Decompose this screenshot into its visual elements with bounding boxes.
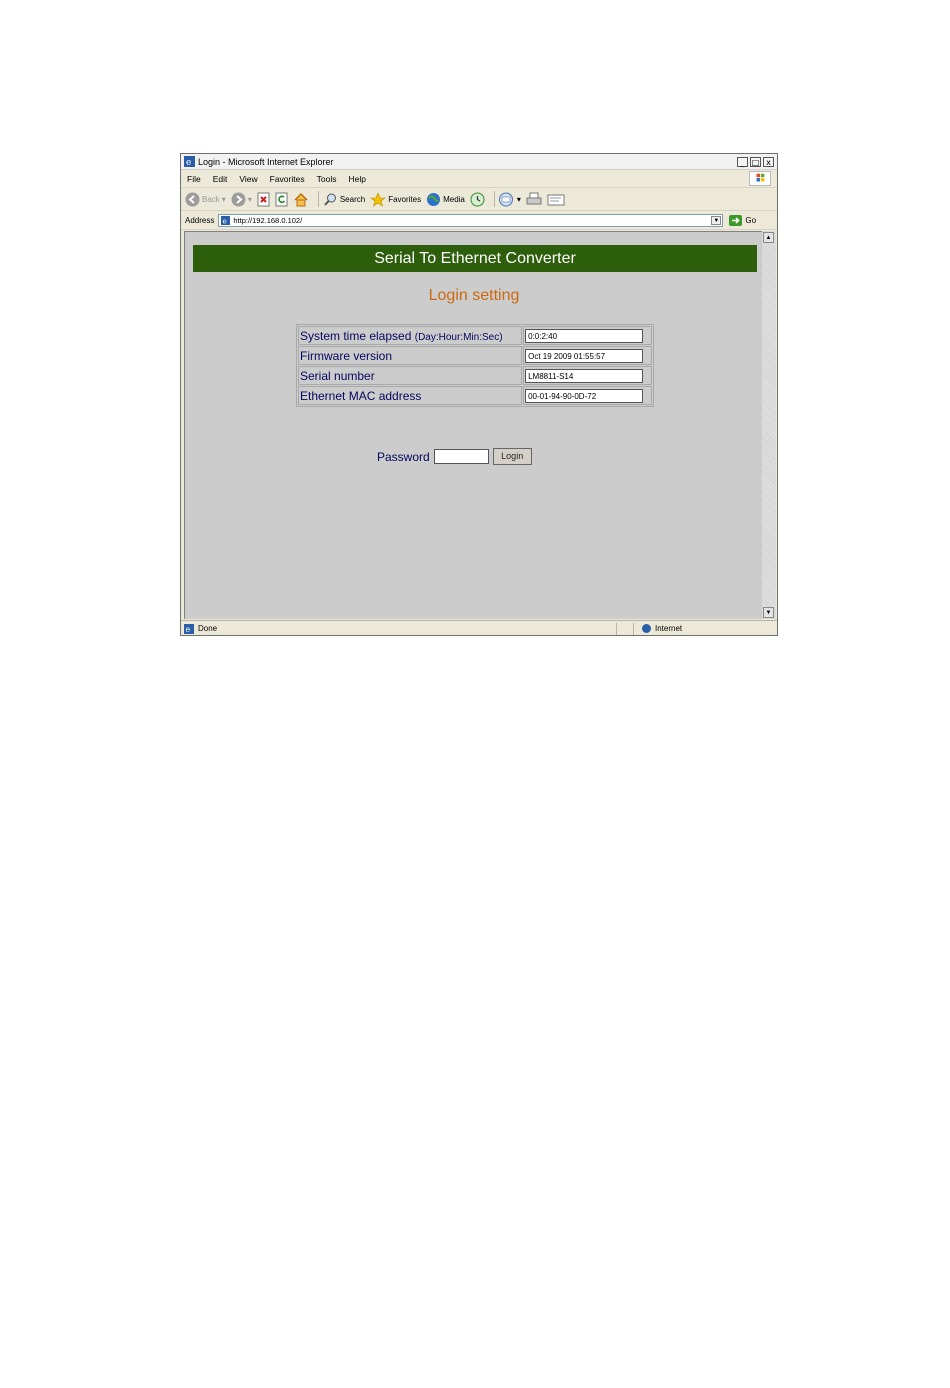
- page-icon: [221, 216, 230, 225]
- printer-icon: [526, 192, 542, 207]
- zone-text: Internet: [655, 624, 683, 633]
- vertical-scrollbar[interactable]: [762, 231, 776, 619]
- menu-help[interactable]: Help: [348, 173, 366, 184]
- password-label: Password: [377, 449, 430, 464]
- window-title: Login - Microsoft Internet Explorer: [198, 156, 334, 167]
- go-label: Go: [745, 215, 757, 225]
- title-bar: [181, 154, 777, 170]
- row-value: [523, 326, 652, 345]
- edit-page-icon: [547, 192, 565, 207]
- maximize-button[interactable]: □: [751, 157, 760, 167]
- status-separator: [633, 623, 634, 635]
- svg-text:e: e: [186, 158, 192, 167]
- menu-favorites[interactable]: Favorites: [269, 173, 305, 184]
- row-value: [523, 346, 652, 365]
- search-label: Search: [339, 194, 366, 204]
- svg-text:e: e: [222, 217, 228, 225]
- back-label: Back: [202, 194, 220, 204]
- close-button[interactable]: x: [763, 157, 774, 167]
- row-value: [523, 366, 652, 385]
- menu-view[interactable]: View: [239, 173, 258, 184]
- print-button[interactable]: [526, 192, 542, 207]
- table-row: [298, 366, 652, 385]
- status-text: Done: [198, 624, 218, 633]
- media-button[interactable]: [426, 192, 465, 207]
- forward-button[interactable]: [231, 192, 252, 207]
- scroll-up-icon[interactable]: ▲: [763, 232, 774, 243]
- back-button[interactable]: [185, 192, 226, 207]
- media-globe-icon: [426, 192, 441, 207]
- go-button[interactable]: [729, 215, 756, 226]
- internet-globe-icon: [642, 624, 651, 633]
- media-label: Media: [443, 194, 465, 204]
- serial-number-field: LM8811-S14: [525, 369, 643, 383]
- mac-address-label: Ethernet MAC address: [298, 386, 522, 405]
- favorites-label: Favorites: [388, 194, 422, 204]
- chevron-down-icon: ▾: [516, 194, 521, 204]
- status-separator: [616, 623, 617, 635]
- page-banner: Serial To Ethernet Converter: [193, 245, 757, 272]
- history-button[interactable]: [470, 192, 485, 207]
- toolbar-separator: [494, 191, 495, 207]
- home-icon: [293, 192, 309, 207]
- system-time-hint: (Day:Hour:Min:Sec): [414, 331, 503, 343]
- browser-window: [180, 153, 778, 636]
- security-zone: [642, 624, 682, 633]
- row-value: [523, 386, 652, 405]
- refresh-button[interactable]: [275, 192, 288, 207]
- home-button[interactable]: [293, 192, 309, 207]
- standard-toolbar: [181, 188, 777, 211]
- firmware-version-field: Oct 19 2009 01:55:57: [525, 349, 643, 363]
- password-input[interactable]: [434, 449, 489, 464]
- chevron-down-icon: ▾: [221, 194, 226, 204]
- history-icon: [470, 192, 485, 207]
- firmware-version-label: Firmware version: [298, 346, 522, 365]
- page-subtitle: Login setting: [428, 287, 520, 304]
- back-arrow-icon: [185, 192, 200, 207]
- login-button[interactable]: Login: [493, 448, 532, 465]
- address-label: Address: [185, 215, 215, 225]
- mail-icon: [499, 192, 515, 207]
- refresh-icon: [275, 192, 288, 207]
- star-icon: [370, 192, 386, 207]
- toolbar-separator: [318, 191, 319, 207]
- menu-bar: [181, 170, 777, 188]
- edit-button[interactable]: [547, 192, 565, 207]
- stop-icon: [257, 192, 270, 207]
- minimize-button[interactable]: _: [737, 157, 748, 167]
- favorites-button[interactable]: [370, 192, 421, 207]
- address-dropdown-icon[interactable]: ▼: [711, 216, 721, 225]
- forward-arrow-icon: [231, 192, 246, 207]
- scroll-down-icon[interactable]: ▼: [763, 607, 774, 618]
- status-section: [181, 624, 608, 634]
- table-row: [298, 346, 652, 365]
- page-done-icon: [184, 624, 194, 634]
- svg-text:e: e: [185, 624, 191, 634]
- password-row: [377, 448, 532, 465]
- go-arrow-icon: [729, 215, 742, 226]
- address-bar: [181, 211, 777, 230]
- address-input[interactable]: [218, 214, 723, 227]
- table-row: [298, 386, 652, 405]
- page-content: [184, 231, 762, 619]
- search-icon: [323, 192, 338, 207]
- menu-tools[interactable]: Tools: [316, 173, 337, 184]
- chevron-down-icon: ▾: [247, 194, 252, 204]
- system-time-label: System time elapsed: [300, 328, 412, 343]
- stop-button[interactable]: [257, 192, 270, 207]
- address-url: http://192.168.0.102/: [233, 215, 303, 225]
- table-row: [298, 326, 652, 345]
- serial-number-label: Serial number: [298, 366, 522, 385]
- windows-logo-icon: [749, 171, 771, 186]
- status-bar: [181, 620, 777, 636]
- menu-file[interactable]: File: [187, 173, 201, 184]
- search-button[interactable]: [323, 192, 365, 207]
- mail-button[interactable]: [499, 192, 521, 207]
- ie-icon: [184, 156, 195, 167]
- mac-address-field: 00-01-94-90-0D-72: [525, 389, 643, 403]
- row-label: [298, 326, 522, 345]
- menu-edit[interactable]: Edit: [212, 173, 228, 184]
- system-time-field: 0:0:2:40: [525, 329, 643, 343]
- device-info-table: [296, 324, 654, 407]
